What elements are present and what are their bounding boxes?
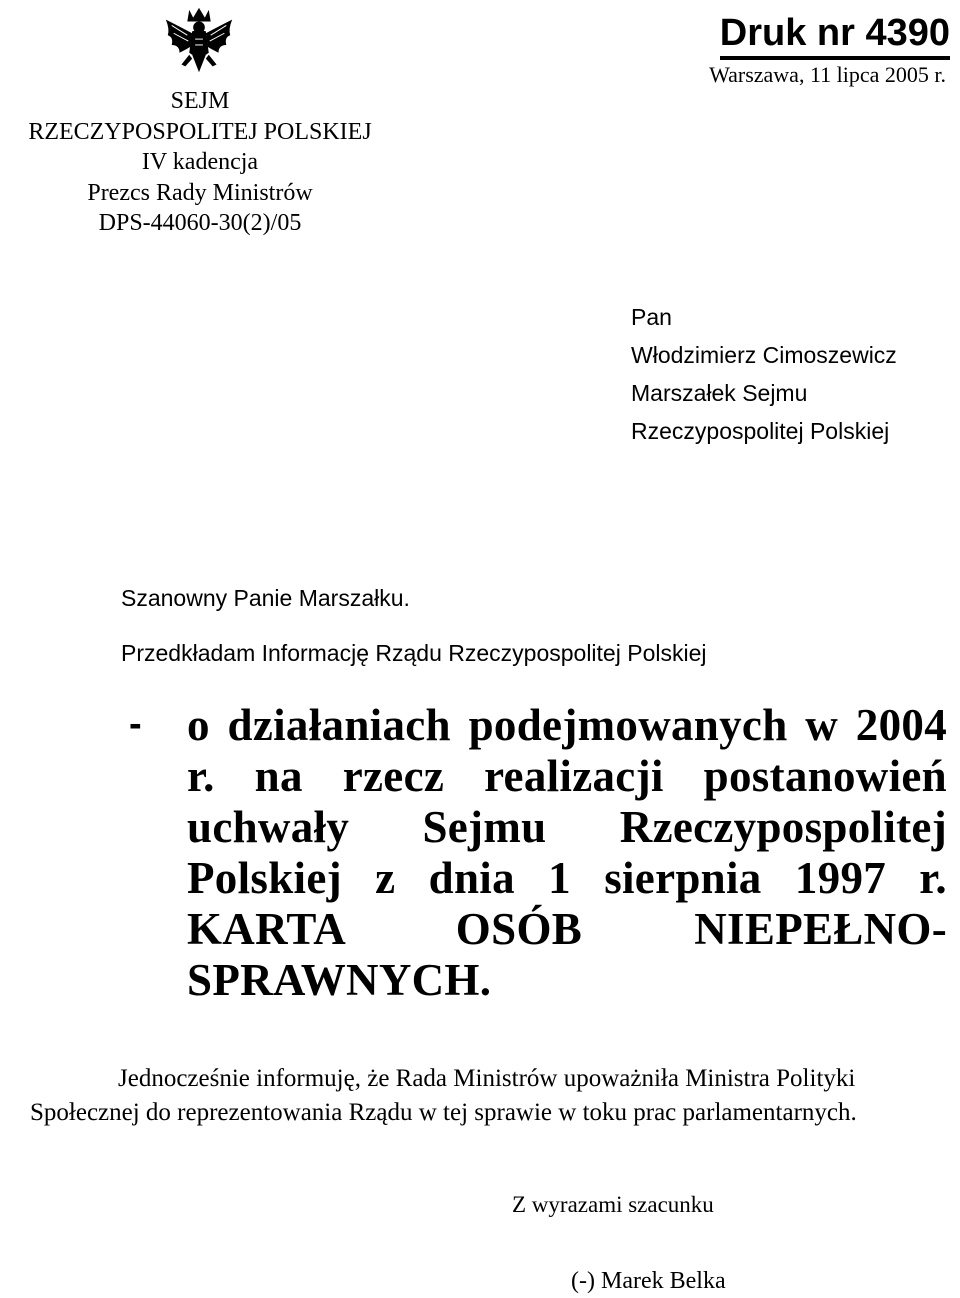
sender-header <box>0 86 400 239</box>
letter-date: Warszawa, 11 lipca 2005 r. <box>709 62 946 87</box>
addressee-block <box>631 298 897 450</box>
subject-title: o działaniach podejmowanych w 2004 r. na rzecz realizacji postanowień uchwały Sejmu Rzeczypospolitej Polskiej z dnia 1 sierpnia 1997 r. KARTA OSÓB NIEPEŁNO-SPRAWNYCH. <box>187 700 947 1005</box>
print-number: Druk nr 4390 <box>720 12 950 60</box>
sender-line-sejm: SEJM <box>170 88 230 114</box>
subject-dash: - <box>129 703 142 745</box>
sender-line-term: IV kadencja <box>141 149 259 175</box>
sender-line-reference: DPS-44060-30(2)/05 <box>98 210 302 236</box>
salutation: Szanowny Panie Marszałku. <box>121 585 410 611</box>
paragraph-line: Społecznej do reprezentowania Rządu w tej sprawie w toku prac parlamentarnych. <box>30 1099 857 1126</box>
sender-line-country: RZECZYPOSPOLITEJ POLSKIEJ <box>28 118 372 145</box>
body-paragraph <box>30 1062 950 1130</box>
paragraph-line: Jednocześnie informuję, że Rada Ministrów upoważniła Ministra Polityki <box>118 1065 856 1092</box>
addressee-line: Włodzimierz Cimoszewicz <box>631 342 897 368</box>
signature: (-) Marek Belka <box>571 1268 726 1294</box>
addressee-line: Rzeczypospolitej Polskiej <box>631 418 890 444</box>
polish-eagle-emblem-icon <box>160 4 238 82</box>
addressee-line: Pan <box>631 304 672 330</box>
closing-phrase: Z wyrazami szacunku <box>512 1192 714 1217</box>
sender-line-office: Prezcs Rady Ministrów <box>87 179 313 206</box>
intro-line: Przedkładam Informację Rządu Rzeczypospolitej Polskiej <box>121 640 707 666</box>
addressee-line: Marszałek Sejmu <box>631 380 808 406</box>
